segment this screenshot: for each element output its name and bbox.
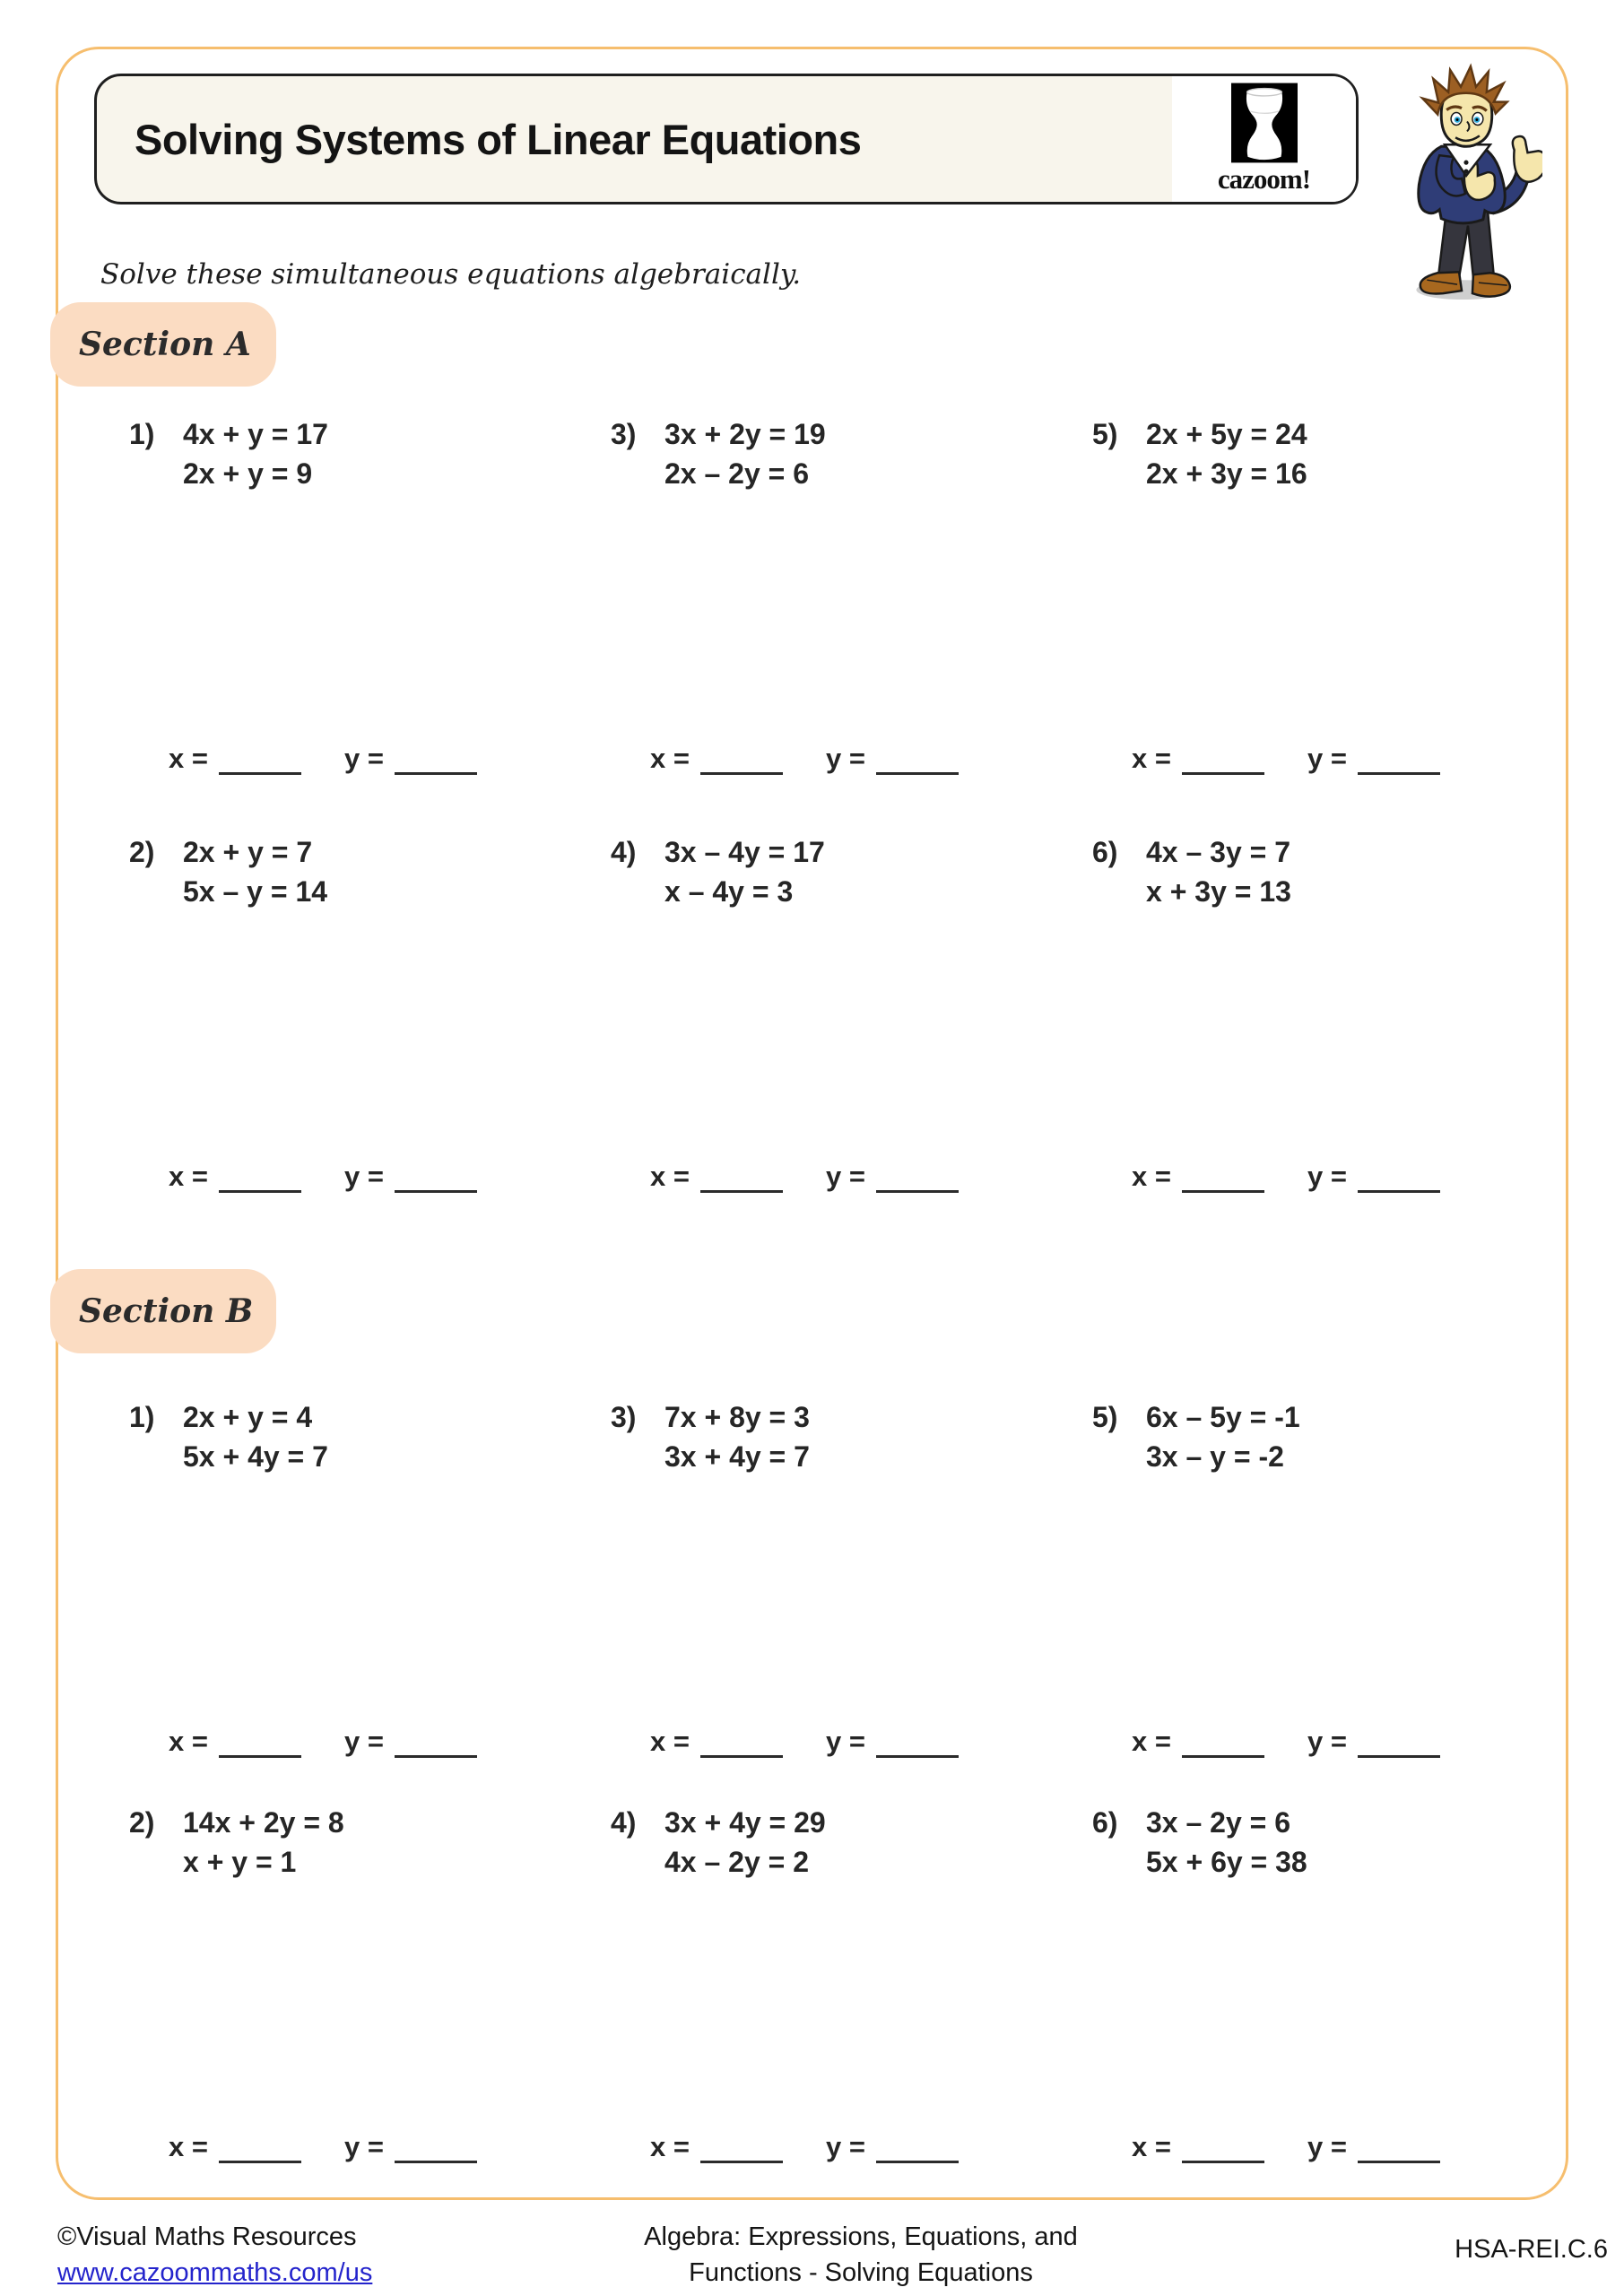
answer-line xyxy=(650,2131,959,2163)
problem-cell-b5 xyxy=(1089,1397,1570,1783)
equation-2: 2x – 2y = 6 xyxy=(664,457,810,490)
category-line-2: Functions - Solving Equations xyxy=(689,2258,1033,2287)
equation-pair xyxy=(183,1397,328,1476)
equation-1: 7x + 8y = 3 xyxy=(664,1401,810,1433)
problem-cell-a5 xyxy=(1089,414,1570,800)
equation-1: 3x – 4y = 17 xyxy=(664,836,825,868)
problem-number: 4) xyxy=(611,1806,637,1839)
section-b-row-1 xyxy=(126,1397,1574,1783)
answer-blank-x xyxy=(700,2136,783,2163)
copyright-text: ©Visual Maths Resources xyxy=(57,2222,357,2251)
instruction-text: Solve these simultaneous equations algebraically. xyxy=(100,258,802,291)
answer-line xyxy=(650,743,959,775)
problem-cell-a4 xyxy=(607,832,1089,1218)
footer-category xyxy=(592,2219,1130,2291)
title-bar xyxy=(94,74,1359,204)
section-b-row-2 xyxy=(126,1803,1574,2188)
y-equals-label: y = xyxy=(343,743,384,774)
answer-blank-y xyxy=(395,1166,477,1193)
problem-cell-b2 xyxy=(126,1803,607,2188)
equation-1: 3x + 4y = 29 xyxy=(664,1806,826,1839)
y-equals-label: y = xyxy=(343,1726,384,1757)
answer-blank-x xyxy=(1182,1731,1264,1758)
problem-b1 xyxy=(126,1397,607,1476)
equation-2: 3x + 4y = 7 xyxy=(664,1440,810,1473)
answer-blank-x xyxy=(1182,748,1264,775)
equation-pair xyxy=(664,414,826,493)
equation-2: 2x + 3y = 16 xyxy=(1146,457,1307,490)
equation-2: x – 4y = 3 xyxy=(664,875,794,908)
x-equals-label: x = xyxy=(1132,1161,1171,1192)
answer-blank-y xyxy=(1358,1166,1440,1193)
answer-blank-x xyxy=(700,1731,783,1758)
equation-1: 3x + 2y = 19 xyxy=(664,418,826,450)
x-equals-label: x = xyxy=(650,1161,690,1192)
problem-number: 5) xyxy=(1092,1401,1118,1433)
y-equals-label: y = xyxy=(1307,1161,1347,1192)
problem-a4 xyxy=(607,832,1089,911)
x-equals-label: x = xyxy=(650,2131,690,2162)
y-equals-label: y = xyxy=(825,1726,865,1757)
answer-line xyxy=(1132,2131,1440,2163)
answer-blank-y xyxy=(876,748,959,775)
answer-blank-y xyxy=(876,1731,959,1758)
equation-1: 2x + y = 7 xyxy=(183,836,313,868)
answer-line xyxy=(169,2131,477,2163)
x-equals-label: x = xyxy=(169,743,208,774)
answer-line xyxy=(169,743,477,775)
problem-a5 xyxy=(1089,414,1570,493)
problem-number: 6) xyxy=(1092,1806,1118,1839)
equation-1: 14x + 2y = 8 xyxy=(183,1806,344,1839)
problem-number: 4) xyxy=(611,836,637,868)
problem-cell-a6 xyxy=(1089,832,1570,1218)
equation-pair xyxy=(183,414,328,493)
answer-blank-x xyxy=(1182,2136,1264,2163)
problem-number: 2) xyxy=(129,1806,155,1839)
equation-pair xyxy=(1146,414,1307,493)
footer-left xyxy=(57,2219,372,2291)
equation-2: x + y = 1 xyxy=(183,1846,297,1878)
equation-pair xyxy=(1146,1803,1307,1882)
equation-1: 4x + y = 17 xyxy=(183,418,328,450)
section-a-row-1 xyxy=(126,414,1574,800)
section-a-header xyxy=(50,302,276,387)
problem-number: 2) xyxy=(129,836,155,868)
equation-pair xyxy=(1146,1397,1300,1476)
equation-pair xyxy=(1146,832,1291,911)
answer-blank-y xyxy=(395,748,477,775)
answer-line xyxy=(650,1161,959,1193)
cazoom-logo xyxy=(1172,76,1356,202)
answer-blank-y xyxy=(876,1166,959,1193)
equation-2: 2x + y = 9 xyxy=(183,457,313,490)
y-equals-label: y = xyxy=(825,2131,865,2162)
problem-b3 xyxy=(607,1397,1089,1476)
equation-1: 4x – 3y = 7 xyxy=(1146,836,1291,868)
section-b-label: Section B xyxy=(79,1292,254,1330)
cazoom-boy-mascot xyxy=(1388,56,1542,305)
y-equals-label: y = xyxy=(825,1161,865,1192)
problem-cell-b3 xyxy=(607,1397,1089,1783)
x-equals-label: x = xyxy=(1132,2131,1171,2162)
problem-b4 xyxy=(607,1803,1089,1882)
problem-number: 3) xyxy=(611,1401,637,1433)
y-equals-label: y = xyxy=(1307,2131,1347,2162)
answer-blank-y xyxy=(1358,748,1440,775)
x-equals-label: x = xyxy=(650,1726,690,1757)
y-equals-label: y = xyxy=(343,2131,384,2162)
problem-number: 3) xyxy=(611,418,637,450)
answer-line xyxy=(1132,1161,1440,1193)
answer-blank-x xyxy=(700,748,783,775)
equation-1: 2x + y = 4 xyxy=(183,1401,313,1433)
x-equals-label: x = xyxy=(1132,1726,1171,1757)
equation-2: 4x – 2y = 2 xyxy=(664,1846,810,1878)
y-equals-label: y = xyxy=(1307,743,1347,774)
problem-cell-b1 xyxy=(126,1397,607,1783)
equation-1: 3x – 2y = 6 xyxy=(1146,1806,1291,1839)
problem-number: 5) xyxy=(1092,418,1118,450)
answer-blank-y xyxy=(1358,1731,1440,1758)
logo-wordmark: cazoom! xyxy=(1217,163,1311,195)
equation-2: 5x + 4y = 7 xyxy=(183,1440,328,1473)
x-equals-label: x = xyxy=(169,2131,208,2162)
answer-blank-x xyxy=(219,748,301,775)
x-equals-label: x = xyxy=(1132,743,1171,774)
problem-a6 xyxy=(1089,832,1570,911)
answer-line xyxy=(1132,743,1440,775)
problem-cell-a2 xyxy=(126,832,607,1218)
answer-blank-x xyxy=(219,1166,301,1193)
problem-number: 6) xyxy=(1092,836,1118,868)
equation-pair xyxy=(664,1397,810,1476)
problem-a1 xyxy=(126,414,607,493)
x-equals-label: x = xyxy=(169,1161,208,1192)
section-a-row-2 xyxy=(126,832,1574,1218)
answer-blank-y xyxy=(1358,2136,1440,2163)
problem-b2 xyxy=(126,1803,607,1882)
problem-cell-b6 xyxy=(1089,1803,1570,2188)
equation-pair xyxy=(183,1803,344,1882)
answer-blank-x xyxy=(1182,1166,1264,1193)
problem-b6 xyxy=(1089,1803,1570,1882)
equation-pair xyxy=(183,832,327,911)
page-title: Solving Systems of Linear Equations xyxy=(135,115,862,163)
standard-code: HSA-REI.C.6 xyxy=(1455,2235,1608,2264)
answer-blank-y xyxy=(395,1731,477,1758)
answer-blank-y xyxy=(395,2136,477,2163)
equation-1: 6x – 5y = -1 xyxy=(1146,1401,1300,1433)
problem-cell-a3 xyxy=(607,414,1089,800)
answer-blank-x xyxy=(219,2136,301,2163)
problem-number: 1) xyxy=(129,1401,155,1433)
problem-a3 xyxy=(607,414,1089,493)
problem-cell-a1 xyxy=(126,414,607,800)
category-line-1: Algebra: Expressions, Equations, and xyxy=(644,2222,1078,2251)
equation-2: 5x + 6y = 38 xyxy=(1146,1846,1307,1878)
equation-2: 3x – y = -2 xyxy=(1146,1440,1284,1473)
section-a-label: Section A xyxy=(79,326,251,363)
equation-2: x + 3y = 13 xyxy=(1146,875,1291,908)
section-b-header xyxy=(50,1269,276,1353)
problem-number: 1) xyxy=(129,418,155,450)
x-equals-label: x = xyxy=(169,1726,208,1757)
problem-cell-b4 xyxy=(607,1803,1089,2188)
x-equals-label: x = xyxy=(650,743,690,774)
equation-2: 5x – y = 14 xyxy=(183,875,328,908)
answer-blank-x xyxy=(219,1731,301,1758)
y-equals-label: y = xyxy=(825,743,865,774)
equation-pair xyxy=(664,832,825,911)
answer-line xyxy=(1132,1726,1440,1758)
answer-blank-y xyxy=(876,2136,959,2163)
y-equals-label: y = xyxy=(1307,1726,1347,1757)
djembe-drum-icon xyxy=(1231,83,1298,163)
problem-b5 xyxy=(1089,1397,1570,1476)
answer-blank-x xyxy=(700,1166,783,1193)
problem-a2 xyxy=(126,832,607,911)
equation-pair xyxy=(664,1803,826,1882)
equation-1: 2x + 5y = 24 xyxy=(1146,418,1307,450)
answer-line xyxy=(650,1726,959,1758)
website-link[interactable]: www.cazoommaths.com/us xyxy=(57,2258,373,2287)
answer-line xyxy=(169,1161,477,1193)
answer-line xyxy=(169,1726,477,1758)
y-equals-label: y = xyxy=(343,1161,384,1192)
